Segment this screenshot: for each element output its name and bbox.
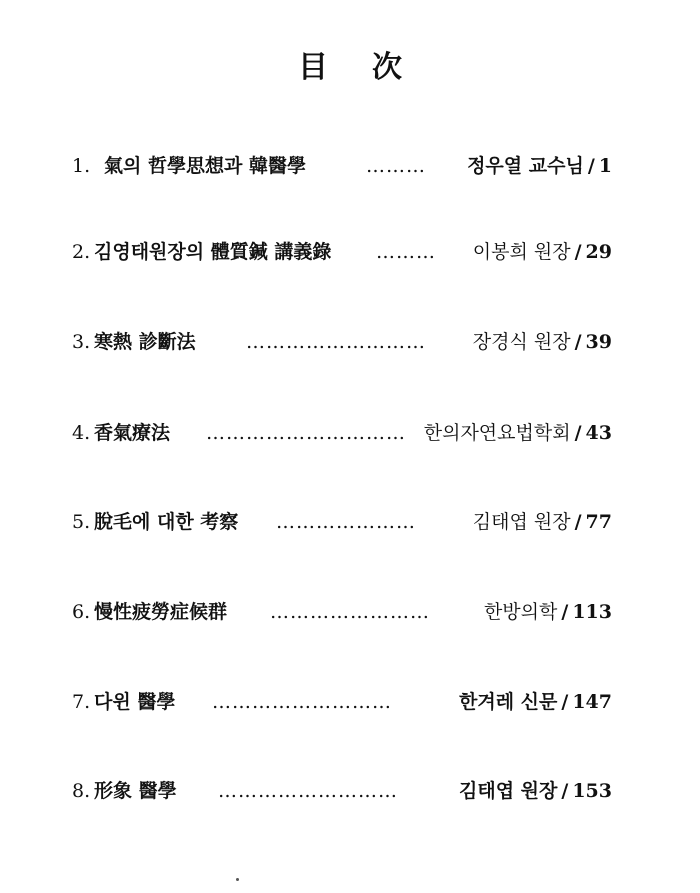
toc-entry xyxy=(72,597,612,627)
toc-entry xyxy=(72,237,612,267)
toc-entry-title: 다윈 醫學 xyxy=(94,691,176,713)
toc-entry-leader: ……………………… xyxy=(212,691,392,713)
toc-entry-title: 氣의 哲學思想과 韓醫學 xyxy=(104,155,306,177)
toc-entry-title: 慢性疲勞症候群 xyxy=(94,601,228,623)
toc-entry-number: 8. xyxy=(72,780,91,802)
toc-entry-author-page: 한방의학 / 113 xyxy=(483,601,612,623)
toc-entry-leader: ……………………… xyxy=(218,780,398,802)
toc-entry-number: 5. xyxy=(72,511,91,533)
toc-entry-author-page: 정우열 교수님 / 1 xyxy=(467,155,612,177)
toc-entry-author: 한의자연요법학회 xyxy=(423,422,571,444)
toc-entry-author-page: 장경식 원장 / 39 xyxy=(472,331,612,353)
toc-entry-number: 6. xyxy=(72,601,91,623)
toc-entry xyxy=(72,151,612,181)
toc-entry-leader: ………………… xyxy=(276,511,416,533)
page-title-char-1: 目 xyxy=(298,50,328,85)
toc-entry-author: 김태엽 원장 xyxy=(458,780,558,802)
toc-entry-leader: ……… xyxy=(366,155,426,177)
toc-entry-page: 153 xyxy=(572,780,612,802)
toc-entry-page: 147 xyxy=(572,691,612,713)
toc-entry-title: 寒熱 診斷法 xyxy=(94,331,196,353)
toc-entry-author-page: 한겨레 신문 / 147 xyxy=(458,691,612,713)
toc-entry xyxy=(72,776,612,806)
toc-entry-author-page: 이봉희 원장 / 29 xyxy=(472,241,612,263)
toc-entry-author: 김태엽 원장 xyxy=(472,511,571,533)
toc-entry-author: 한겨레 신문 xyxy=(458,691,558,713)
toc-entry-number: 1. xyxy=(72,155,91,177)
toc-entry-author: 한방의학 xyxy=(483,601,558,623)
scan-speck xyxy=(236,878,239,881)
page-title xyxy=(0,42,700,86)
toc-entry-author-page: 김태엽 원장 / 77 xyxy=(472,511,612,533)
toc-entry-page: 113 xyxy=(572,601,612,623)
toc-entry-number: 3. xyxy=(72,331,91,353)
toc-entry-title: 김영태원장의 體質鍼 講義錄 xyxy=(94,241,332,263)
toc-entry-author-page: 김태엽 원장 / 153 xyxy=(458,780,612,802)
page-title-char-2: 次 xyxy=(372,50,402,85)
toc-entry-leader: ………………………… xyxy=(206,422,406,444)
toc-entry-number: 2. xyxy=(72,241,91,263)
toc-entry-page: 39 xyxy=(585,331,612,353)
toc-entry-page: 77 xyxy=(585,511,612,533)
toc-entry-leader: ……… xyxy=(376,241,436,263)
toc-entry-number: 4. xyxy=(72,422,91,444)
toc-entry-page: 43 xyxy=(585,422,612,444)
toc-entry-page: 29 xyxy=(585,241,612,263)
toc-entry-page: 1 xyxy=(598,155,612,177)
toc-entry-number: 7. xyxy=(72,691,91,713)
toc-entry-author: 장경식 원장 xyxy=(472,331,571,353)
toc-entry-title: 脫毛에 대한 考察 xyxy=(94,511,239,533)
toc-entry-title: 香氣療法 xyxy=(94,422,171,444)
toc-entry-author-page: 한의자연요법학회 / 43 xyxy=(423,422,612,444)
toc-entry-author: 이봉희 원장 xyxy=(472,241,571,263)
toc-entry-title: 形象 醫學 xyxy=(94,780,177,802)
toc-entry-leader: ……………………… xyxy=(246,331,426,353)
toc-entry xyxy=(72,687,612,717)
toc-entry-leader: …………………… xyxy=(270,601,430,623)
toc-entry xyxy=(72,507,612,537)
toc-entry-author: 정우열 교수님 xyxy=(467,155,584,177)
toc-entry xyxy=(72,327,612,357)
toc-entry xyxy=(72,418,612,448)
